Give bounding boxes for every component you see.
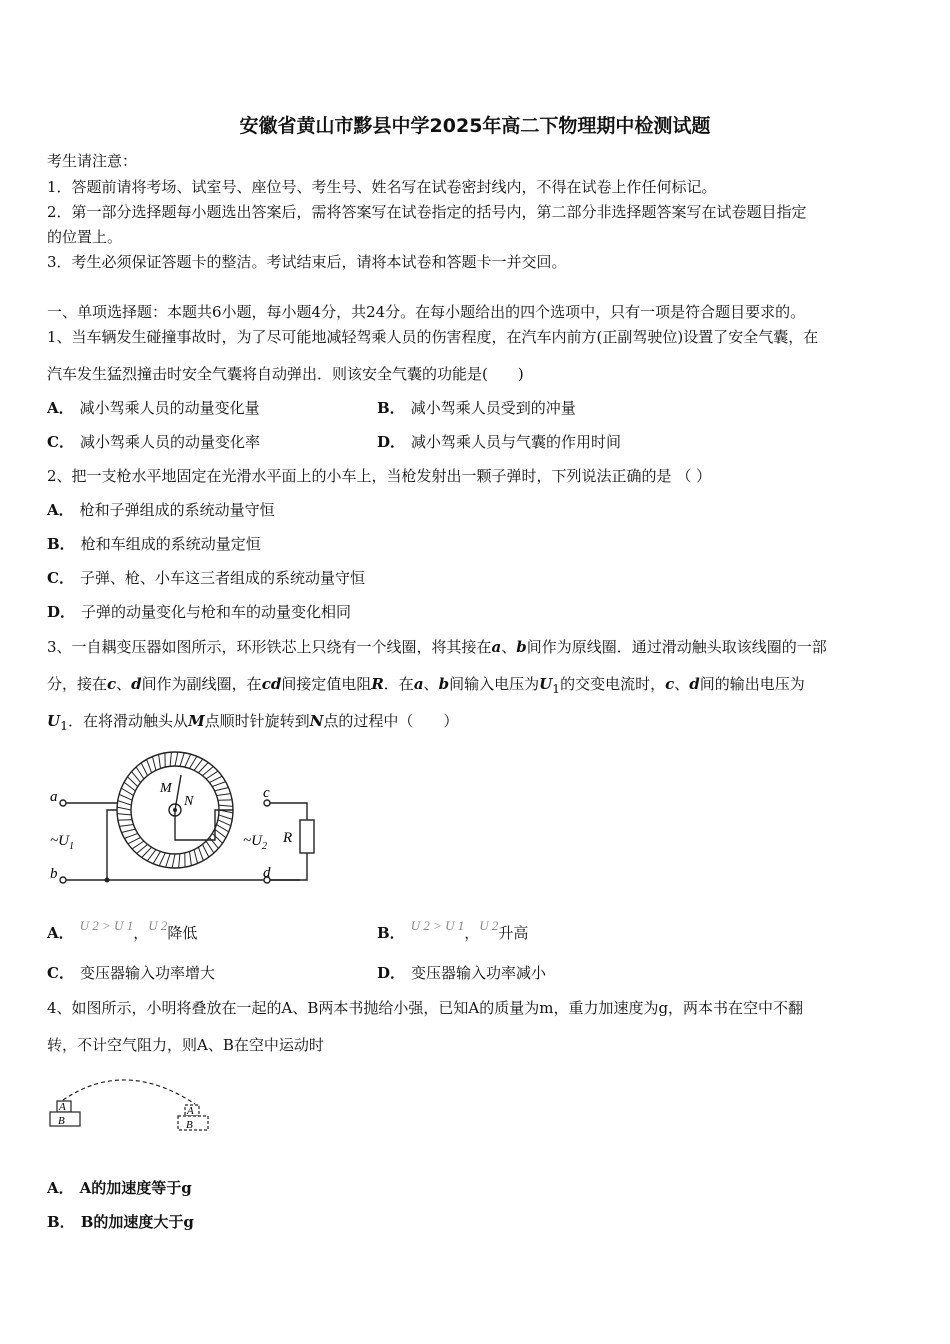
subscript: 1 [60, 718, 69, 733]
q3-option-a [47, 916, 197, 943]
terminal-a [60, 800, 66, 806]
book-b-end [178, 1116, 208, 1130]
text-run: 间作为副线圈，在 [141, 675, 262, 693]
text-run: 分，接在 [47, 675, 108, 693]
option-text: 减小驾乘人员的动量变化量 [79, 399, 260, 417]
wire-b-coil [107, 810, 117, 880]
label-b: b [50, 866, 58, 882]
q1-option-d [377, 432, 621, 452]
coil-turn [206, 841, 214, 853]
option-label: B． [47, 1213, 75, 1231]
var-r: R [371, 675, 384, 693]
coil-turn [132, 772, 141, 783]
text-run: 间接定值电阻 [281, 675, 372, 693]
label-book-a: A [187, 1105, 194, 1117]
subscript: 1 [552, 681, 561, 696]
option-label: A． [47, 924, 74, 942]
coil-turn [137, 844, 148, 853]
wire-d [270, 853, 307, 880]
wire-pivot [175, 810, 233, 840]
var-n: N [309, 712, 324, 730]
option-label: C． [47, 569, 74, 587]
label-u2: $\sim U_2$ [243, 833, 267, 852]
coil-turn [128, 837, 141, 843]
coil-turn [152, 757, 155, 771]
coil-turn [122, 829, 136, 832]
text-run: 间的输出电压为 [699, 675, 805, 693]
coil-turn [121, 788, 133, 795]
text-run: 点顺时针旋转到 [204, 712, 310, 730]
coil-turn [141, 763, 147, 776]
label-m: M [160, 781, 172, 796]
coil-turn [142, 847, 152, 857]
option-label: D． [47, 603, 76, 621]
coil-turn [215, 787, 229, 790]
coil-turn [127, 777, 137, 787]
q4-option-b [47, 1212, 194, 1232]
page-title: 安徽省黄山市黟县中学2025年高二下物理期中检测试题 [239, 115, 711, 137]
autotransformer-diagram [45, 745, 325, 890]
coil-turn [159, 853, 165, 866]
label-book-b: B [58, 1115, 65, 1127]
coil-turn [175, 752, 178, 766]
text-run: 、 [501, 638, 517, 656]
q4-option-a [47, 1178, 192, 1198]
option-text: 变压器输入功率减小 [411, 964, 547, 982]
coil-turn [198, 762, 208, 772]
resistor [300, 820, 314, 853]
label-r: R [283, 830, 293, 846]
formula: U 2 [479, 918, 499, 933]
coil-turn [124, 782, 135, 791]
coil-turn [202, 844, 208, 857]
q4-stem-line2: 转，不计空气阻力，则A、B在空中运动时 [47, 1036, 324, 1054]
coil-turn [206, 771, 218, 779]
q2-option-c [47, 568, 365, 588]
coil-turn [212, 833, 222, 843]
coil-turn [119, 794, 132, 800]
notice-item-1: 1．答题前请将考场、试室号、座位号、考生号、姓名写在试卷密封线内，不得在试卷上作任何标记。 [47, 178, 717, 196]
text-run: 点的过程中（ ） [323, 712, 459, 730]
option-label: D． [377, 433, 406, 451]
option-label: A． [47, 399, 74, 417]
q1-option-b [377, 398, 576, 418]
var-a: a [491, 638, 502, 656]
q3-option-c [47, 963, 215, 983]
coil-turn [170, 752, 171, 766]
formula: U 2 > U 1 [79, 918, 134, 933]
text-run: ， [133, 924, 149, 942]
option-text: 减小驾乘人员与气囊的作用时间 [411, 433, 622, 451]
option-text: 枪和车组成的系统动量定恒 [80, 535, 261, 553]
coil-turn [198, 847, 203, 860]
book-throw-diagram [45, 1068, 220, 1138]
coil-turn [132, 841, 144, 849]
label-c: c [263, 785, 270, 801]
var-b: b [438, 675, 450, 693]
label-book-b: B [186, 1119, 193, 1131]
q3-option-d [377, 963, 546, 983]
text-run: 、 [423, 675, 439, 693]
option-label: B． [377, 399, 405, 417]
q1-stem-line1: 1、当车辆发生碰撞事故时，为了尽可能地减轻驾乘人员的伤害程度，在汽车内前方(正副驾驶位)设置了安全气囊，在 [47, 328, 819, 346]
var-m: M [188, 712, 205, 730]
option-label: C． [47, 433, 74, 451]
option-label: B． [47, 535, 75, 553]
pivot-dot [173, 808, 177, 812]
q3-option-b [377, 916, 528, 943]
coil-turn [202, 767, 213, 776]
var-d: d [131, 675, 142, 693]
option-text: 减小驾乘人员受到的冲量 [410, 399, 576, 417]
junction-dot [105, 878, 110, 883]
coil-turn [185, 754, 191, 767]
coil-turn [118, 801, 132, 805]
q2-option-d [47, 602, 351, 622]
text-run: 、 [116, 675, 132, 693]
q3-stem-line1 [47, 637, 827, 657]
text-run: ， [464, 924, 480, 942]
text-run: 间输入电压为 [449, 675, 540, 693]
text-run: ．在将滑动触头从 [68, 712, 189, 730]
text-run: 、 [674, 675, 690, 693]
coil-turn [180, 753, 184, 767]
q2-stem: 2、把一支枪水平地固定在光滑水平面上的小车上，当枪发射出一颗子弹时，下列说法正确的是 （ ） [47, 467, 712, 485]
option-text: 升高 [498, 924, 529, 942]
option-text: 降低 [167, 924, 198, 942]
var-cd: cd [261, 675, 282, 693]
text-run: ．在 [383, 675, 414, 693]
coil-turn [159, 754, 161, 768]
label-book-a: A [59, 1101, 66, 1113]
coil-turn [166, 854, 170, 868]
section-heading: 一、单项选择题：本题共6小题，每小题4分，共24分。在每小题给出的四个选项中，只有一项是符合题目要求的。 [47, 303, 806, 321]
option-text: 减小驾乘人员的动量变化率 [79, 433, 260, 451]
option-label: A． [47, 1179, 74, 1197]
q2-option-b [47, 534, 261, 554]
option-text: A的加速度等于g [79, 1179, 192, 1197]
option-text: B的加速度大于g [80, 1213, 194, 1231]
text-run: 的交变电流时， [560, 675, 666, 693]
notice-item-3: 3．考生必须保证答题卡的整洁。考试结束后，请将本试卷和答题卡一并交回。 [47, 253, 567, 271]
q3-stem-line2 [47, 674, 805, 699]
trajectory [63, 1080, 195, 1104]
coil-turn [215, 829, 226, 838]
var-u1: U [47, 712, 61, 730]
coil-turn [124, 833, 137, 838]
coil-turn [219, 815, 233, 819]
q2-option-a [47, 500, 275, 520]
var-c: c [665, 675, 675, 693]
book-b-start [50, 1112, 80, 1126]
coil-turn [190, 852, 192, 866]
wire-c [267, 803, 307, 820]
option-label: C． [47, 964, 74, 982]
notice-item-2-cont: 的位置上。 [47, 228, 123, 246]
coil-turn [194, 850, 197, 864]
coil-turn [117, 807, 131, 810]
q1-option-c [47, 432, 260, 452]
coil-turn [219, 805, 233, 806]
coil-turn [194, 759, 203, 770]
text-run: 3、一自耦变压器如图所示，环形铁芯上只绕有一个线圈，将其接在 [47, 638, 492, 656]
label-n: N [184, 794, 194, 809]
var-a: a [413, 675, 424, 693]
coil-turn [172, 854, 175, 868]
option-text: 子弹的动量变化与枪和车的动量变化相同 [81, 603, 352, 621]
notice-heading: 考生请注意： [47, 152, 138, 170]
option-text: 变压器输入功率增大 [79, 964, 215, 982]
label-d: d [263, 865, 271, 881]
formula: U 2 [148, 918, 168, 933]
option-label: A． [47, 501, 74, 519]
option-label: D． [377, 964, 406, 982]
coil-turn [209, 837, 218, 848]
coil-turn [218, 820, 231, 826]
coil-turn [217, 825, 229, 832]
notice-item-2: 2．第一部分选择题每小题选出答案后，需将答案写在试卷指定的括号内，第二部分非选择题答案写在试卷题目指定 [47, 203, 807, 221]
q1-option-a [47, 398, 260, 418]
coil-turn [190, 756, 197, 768]
terminal-b [60, 877, 66, 883]
coil-turn [147, 850, 156, 861]
coil-turn [153, 852, 160, 864]
text-run: 间作为原线圈．通过滑动触头取该线圈的一部 [526, 638, 827, 656]
coil-turn [179, 854, 180, 868]
formula: U 2 > U 1 [410, 918, 465, 933]
coil-turn [217, 794, 231, 796]
coil-turn [209, 776, 222, 782]
coil-turn [136, 767, 144, 779]
var-d: d [689, 675, 700, 693]
label-a: a [50, 789, 58, 805]
q3-stem-line3 [47, 711, 458, 736]
coil-turn [117, 814, 131, 815]
option-text: 枪和子弹组成的系统动量守恒 [79, 501, 275, 519]
option-label: B． [377, 924, 405, 942]
var-b: b [516, 638, 527, 656]
option-text: 子弹、枪、小车这三者组成的系统动量守恒 [79, 569, 365, 587]
q4-stem-line1: 4、如图所示，小明将叠放在一起的A、B两本书抛给小强，已知A的质量为m，重力加速度为g，两本书在空中不翻 [47, 999, 804, 1017]
q1-stem-line2: 汽车发生猛烈撞击时安全气囊将自动弹出．则该安全气囊的功能是( ) [47, 365, 524, 383]
var-u1: U [539, 675, 553, 693]
label-u1: $\sim U_1$ [50, 833, 74, 852]
coil-turn [212, 782, 225, 787]
coil-turn [119, 825, 133, 827]
var-c: c [107, 675, 117, 693]
coil-turn [147, 759, 152, 772]
